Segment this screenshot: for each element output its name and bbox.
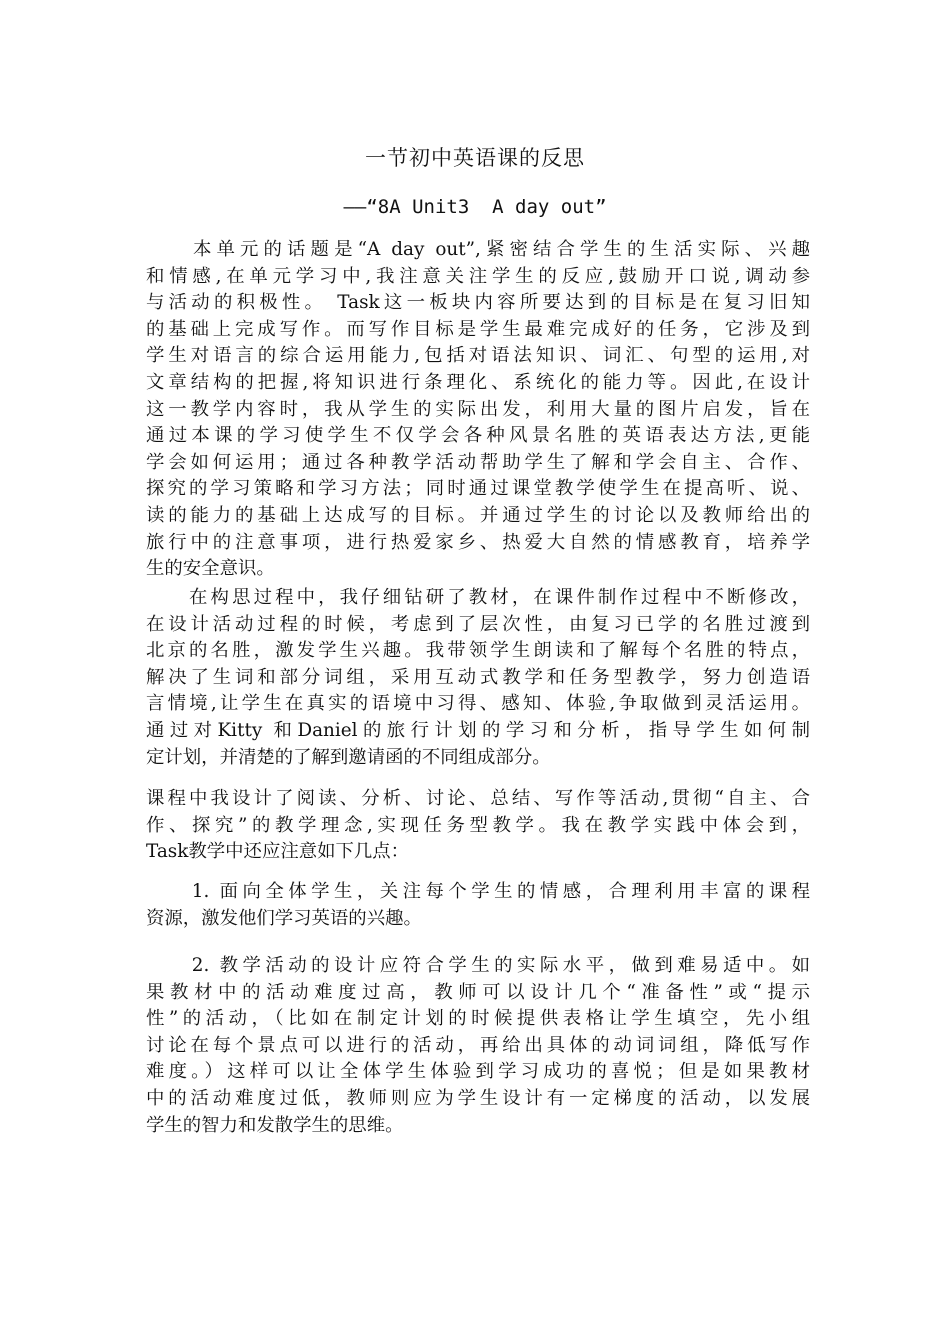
paragraph-line: 和情感,在单元学习中,我注意关注学生的反应,鼓励开口说,调动参 [146,265,810,287]
document-subtitle: ——“8A Unit3 A day out” [343,196,607,218]
paragraph-line: 旅行中的注意事项，进行热爱家乡、热爱大自然的情感教育，培养学 [146,531,810,553]
paragraph-line: 通过本课的学习使学生不仅学会各种风景名胜的英语表达方法,更能 [146,425,810,447]
paragraph-line: 课程中我设计了阅读、分析、讨论、总结、写作等活动,贯彻“自主、合 [146,788,810,809]
paragraph-line: 言情境,让学生在真实的语境中习得、感知、体验,争取做到灵活运用。 [146,693,810,715]
paragraph-2 [146,585,810,771]
paragraph-line: 学生对语言的综合运用能力,包括对语法知识、词汇、句型的运用,对 [146,345,810,367]
paragraph-line: 解决了生词和部分词组，采用互动式教学和任务型教学，努力创造语 [146,666,810,688]
paragraph-line: 在设计活动过程的时候，考虑到了层次性，由复习已学的名胜过渡到 [146,613,810,635]
document-title: 一节初中英语课的反思 [365,146,585,170]
paragraph-3 [146,786,810,866]
paragraph-5 [146,953,810,1139]
paragraph-line: 资源，激发他们学习英语的兴趣。 [146,907,422,929]
paragraph-line: 探究的学习策略和学习方法；同时通过课堂教学使学生在提高听、说、 [146,478,810,500]
paragraph-line: 学生的智力和发散学生的思维。 [146,1114,404,1136]
paragraph-line: 与活动的积极性。 Task这一板块内容所要达到的目标是在复习旧知 [146,292,810,314]
paragraph-line: 难度。）这样可以让全体学生体验到学习成功的喜悦；但是如果教材 [146,1061,810,1083]
paragraph-line: 北京的名胜，激发学生兴趣。我带领学生朗读和了解每个名胜的特点， [146,640,810,662]
paragraph-line: 在构思过程中，我仔细钻研了教材，在课件制作过程中不断修改， [146,587,810,608]
paragraph-4 [146,879,810,932]
paragraph-1 [146,237,810,583]
paragraph-line: 文章结构的把握,将知识进行条理化、系统化的能力等。因此,在设计 [146,371,810,393]
paragraph-line: 2. 教学活动的设计应符合学生的实际水平，做到难易适中。如 [146,955,810,976]
paragraph-line: 读的能力的基础上达成写的目标。并通过学生的讨论以及教师给出的 [146,504,810,526]
paragraph-line: 学会如何运用；通过各种教学活动帮助学生了解和学会自主、合作、 [146,451,810,473]
paragraph-line: 1. 面向全体学生，关注每个学生的情感，合理利用丰富的课程 [146,881,810,902]
paragraph-line: 的基础上完成写作。而写作目标是学生最难完成好的任务，它涉及到 [146,318,810,340]
paragraph-line: 果教材中的活动难度过高，教师可以设计几个“准备性”或“提示 [146,981,810,1003]
paragraph-line: 本单元的话题是“A day out”,紧密结合学生的生活实际、兴趣 [146,239,810,260]
paragraph-line: Task教学中还应注意如下几点： [146,841,410,863]
paragraph-line: 性”的活动，（比如在制定计划的时候提供表格让学生填空，先小组 [146,1008,810,1030]
paragraph-line: 通过对Kitty 和Daniel的旅行计划的学习和分析，指导学生如何制 [146,719,810,741]
paragraph-line: 生的安全意识。 [146,558,275,580]
paragraph-line: 讨论在每个景点可以进行的活动，再给出具体的动词词组，降低写作 [146,1034,810,1056]
paragraph-line: 中的活动难度过低，教师则应为学生设计有一定梯度的活动，以发展 [146,1087,810,1109]
paragraph-line: 作、探究”的教学理念,实现任务型教学。我在教学实践中体会到， [146,814,810,836]
paragraph-line: 这一教学内容时，我从学生的实际出发，利用大量的图片启发，旨在 [146,398,810,420]
paragraph-line: 定计划，并清楚的了解到邀请函的不同组成部分。 [146,746,551,768]
